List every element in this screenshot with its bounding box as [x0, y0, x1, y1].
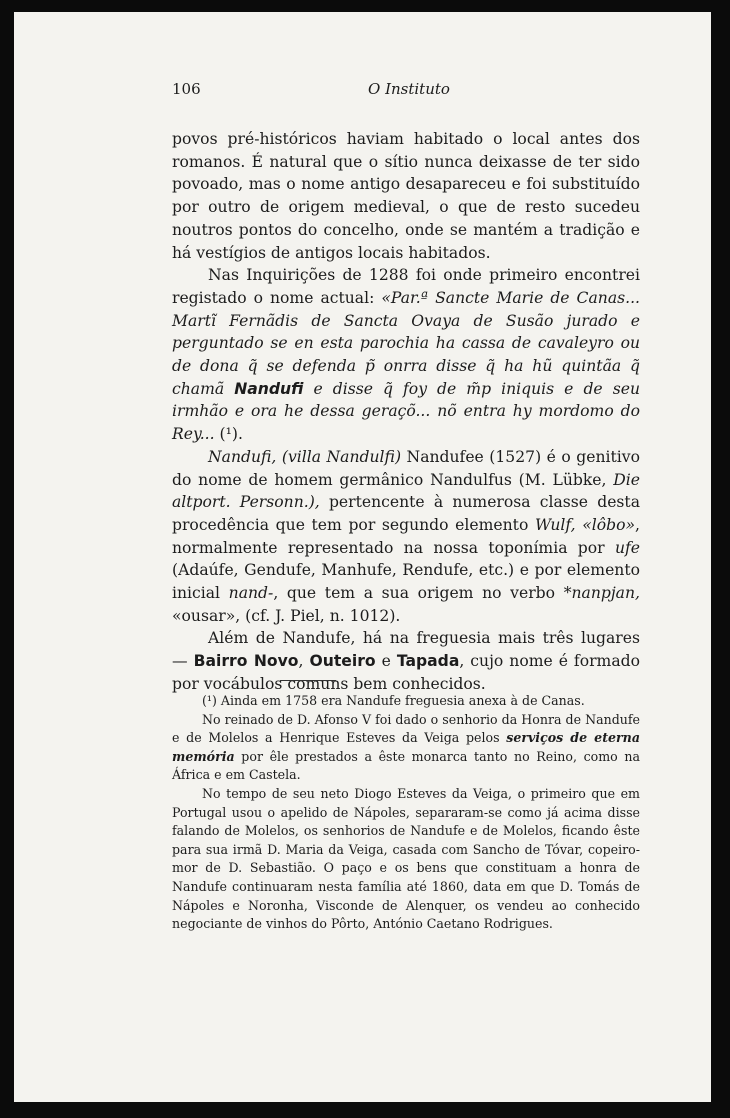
paragraph-3: [172, 446, 640, 628]
place-tapada: Tapada: [396, 652, 460, 671]
term-ufe: ufe: [614, 538, 640, 557]
etymology-head: Nandufi, (villa Nandulfi): [208, 447, 402, 466]
paragraph-2-text: Nas Inquirições de 1288 foi onde primeiro encontrei registado o nome actual:: [172, 266, 640, 307]
gloss-lobo: «lôbo»: [582, 515, 636, 534]
paragraph-1: povos pré-históricos haviam habitado o local antes dos romanos. É natural que o sítio nunca deixasse de ter sido povoado, mas o nome antigo desapareceu e foi substituído por outro de origem medieval, o que de resto sucedeu noutros pontos do concelho, onde se mantém a tradição e há vestígios de antigos locais habitados.: [172, 130, 640, 262]
etymology-text-2: pertencente à numerosa classe desta procedência que tem por segundo elemento: [172, 493, 640, 534]
separator: ,: [298, 652, 310, 671]
running-title: O Instituto: [368, 80, 450, 98]
paragraph-4: [172, 627, 640, 695]
paragraph-2: [172, 264, 640, 446]
main-text: [172, 128, 640, 696]
place-outeiro: Outeiro: [309, 652, 376, 671]
paragraph-4-text: Além de Nandufe, há na freguesia mais três lugares —: [172, 629, 640, 671]
etymology-text-3: , normalmente representado na nossa toponímia por: [172, 515, 640, 557]
place-name-nandufi: Nandufi: [234, 379, 304, 398]
footnote-2-end: por êle prestados a êste monarca tanto no Reino, como na África e em Castela.: [172, 748, 640, 783]
etymology-text-5: , que tem a sua origem no verbo: [273, 584, 556, 603]
inquiry-quote-continued: e disse q̃ foy de m̃p iniquis e de seu irmhão e ora he dessa geraçõ... nõ entra hy mordomo do Rey...: [172, 379, 640, 444]
page-header: [172, 80, 642, 104]
term-nand: nand-: [228, 584, 274, 603]
footnote-2-text: No reinado de D. Afonso V foi dado o senhorio da Honra de Nandufe e de Molelos a Henrique Esteves da Veiga pelos: [172, 711, 640, 746]
footnote-reference: (¹).: [219, 425, 243, 444]
footnote-1: (¹) Ainda em 1758 era Nandufe freguesia anexa à de Canas.: [202, 693, 585, 708]
citation: Die altport. Personn.),: [172, 470, 640, 512]
term-wulf: Wulf,: [534, 515, 576, 534]
inquiry-quote: «Par.ª Sancte Marie de Canas... Martĩ Fernãdis de Sancta Ovaya de Susão jurado e perguntado se en esta parochia ha cassa de cavaleyro ou de dona q̃ se defenda p̃ onrra disse q̃ ha hũ quintãa q̃ chamã: [172, 288, 640, 398]
etymology-text-4: (Adaúfe, Gendufe, Manhufe, Rendufe, etc.) e por elemento inicial: [172, 561, 640, 603]
footnotes: [172, 692, 640, 934]
footnote-2-emphasis: serviços de eterna memória: [172, 730, 640, 764]
conjunction: e: [375, 652, 397, 671]
footnote-3: No tempo de seu neto Diogo Esteves da Veiga, o primeiro que em Portugal usou o apelido de Nápoles, separaram-se como já acima disse falando de Molelos, os senhorios de Nandufe e de Molelos, ficando êste para sua irmã D. Maria da Veiga, casada com Sancho de Tóvar, copeiro-mor de D. Sebastião. O paço e os bens que constituam a honra de Nandufe continuaram nesta família até 1860, data em que D. Tomás de Nápoles e Noronha, Visconde de Alenquer, os vendeu ao conhecido negociante de vinhos do Pôrto, António Caetano Rodrigues.: [172, 785, 640, 932]
paragraph-4-end: , cujo nome é formado por vocábulos comuns bem conhecidos.: [172, 652, 640, 693]
etymology-text-6: «ousar», (cf. J. Piel, n. 1012).: [172, 606, 401, 625]
footnote-divider: [280, 680, 336, 681]
place-bairro-novo: Bairro Novo: [193, 652, 299, 671]
footnote-2: [172, 711, 640, 785]
etymology-text: Nandufee (1527) é o genitivo do nome de homem germânico Nandulfus (M. Lübke,: [172, 447, 640, 489]
term-nanpjan: *nanpjan,: [563, 584, 640, 603]
page-number: 106: [172, 80, 201, 98]
